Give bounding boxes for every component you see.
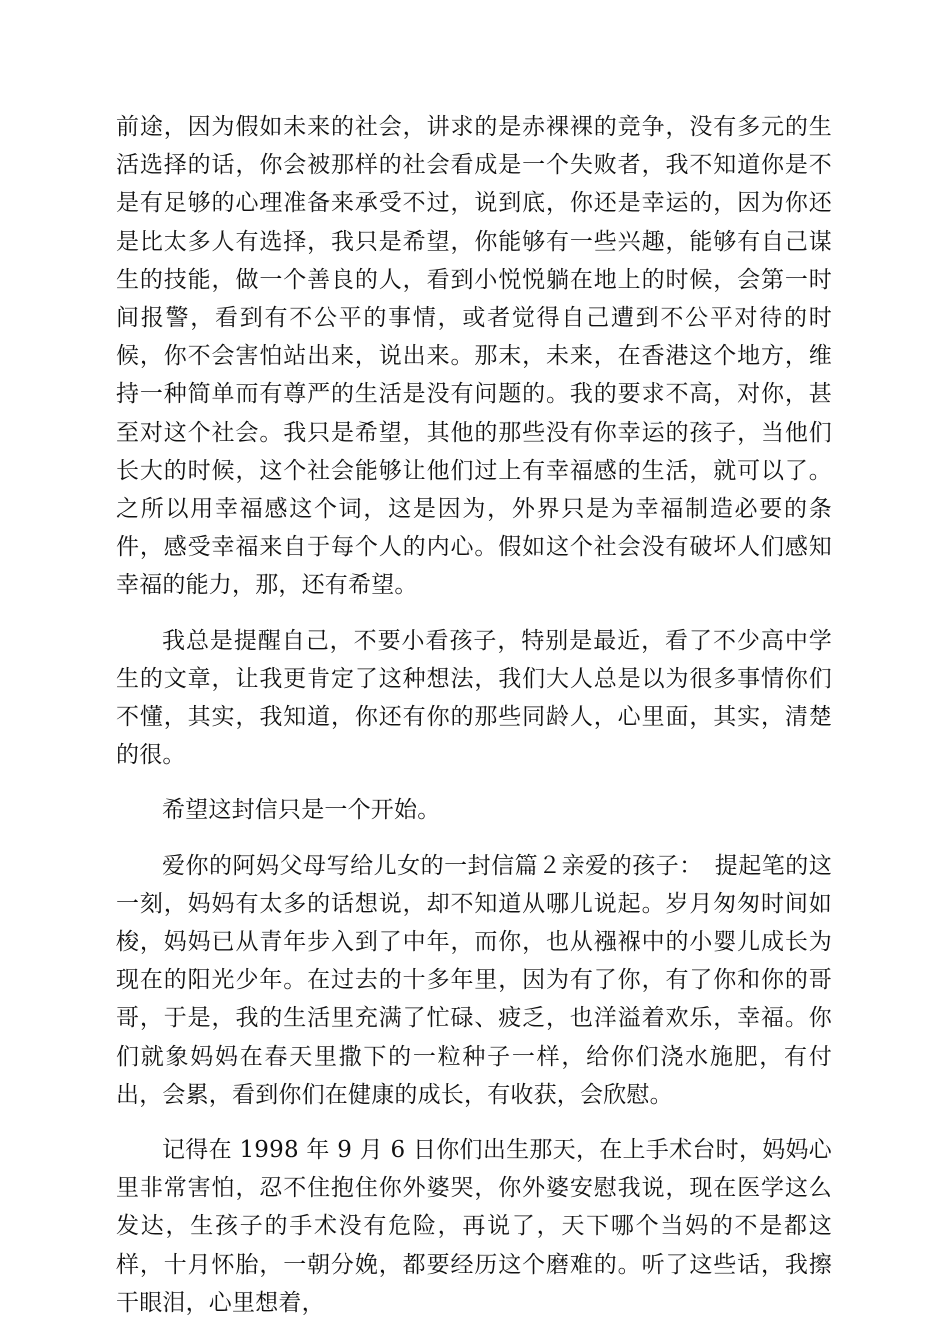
paragraph-4: 爱你的阿妈父母写给儿女的一封信篇２亲爱的孩子： 提起笔的这一刻，妈妈有太多的话想说，却不知道从哪儿说起。岁月匆匆时间如梭，妈妈已从青年步入到了中年，而你，也从襁褓中的小婴儿成长为现在的阳光少年。在过去的十多年里，因为有了你，有了你和你的哥哥，于是，我的生活里充满了忙碌、疲乏，也洋溢着欢乐，幸福。你们就象妈妈在春天里撒下的一粒种子一样，给你们浇水施肥，有付出，会累，看到你们在健康的成长，有收获，会欣慰。	[116, 852, 832, 1108]
paragraph-2: 我总是提醒自己，不要小看孩子，特别是最近，看了不少高中学生的文章，让我更肯定了这种想法，我们大人总是以为很多事情你们不懂，其实，我知道，你还有你的那些同龄人，心里面，其实，清楚的很。	[116, 627, 832, 769]
paragraph-3: 希望这封信只是一个开始。	[162, 797, 441, 824]
paragraph-5: 记得在 1998 年 9 月 6 日你们出生那天，在上手术台时，妈妈心里非常害怕，忍不住抱住你外婆哭，你外婆安慰我说，现在医学这么发达，生孩子的手术没有危险，再说了，天下哪个当妈的不是都这样，十月怀胎，一朝分娩，都要经历这个磨难的。听了这些话，我擦干眼泪，心里想着，	[116, 1137, 832, 1316]
paragraph-1: 前途，因为假如未来的社会，讲求的是赤裸裸的竞争，没有多元的生活选择的话，你会被那样的社会看成是一个失败者，我不知道你是不是有足够的心理准备来承受不过，说到底，你还是幸运的，因为你还是比太多人有选择，我只是希望，你能够有一些兴趣，能够有自己谋生的技能，做一个善良的人，看到小悦悦躺在地上的时候，会第一时间报警，看到有不公平的事情，或者觉得自己遭到不公平对待的时候，你不会害怕站出来，说出来。那末，未来，在香港这个地方，维持一种简单而有尊严的生活是没有问题的。我的要求不高，对你，甚至对这个社会。我只是希望，其他的那些没有你幸运的孩子，当他们长大的时候，这个社会能够让他们过上有幸福感的生活，就可以了。之所以用幸福感这个词，这是因为，外界只是为幸福制造必要的条件，感受幸福来自于每个人的内心。假如这个社会没有破坏人们感知幸福的能力，那，还有希望。	[116, 114, 832, 599]
document-page	[116, 108, 832, 1339]
